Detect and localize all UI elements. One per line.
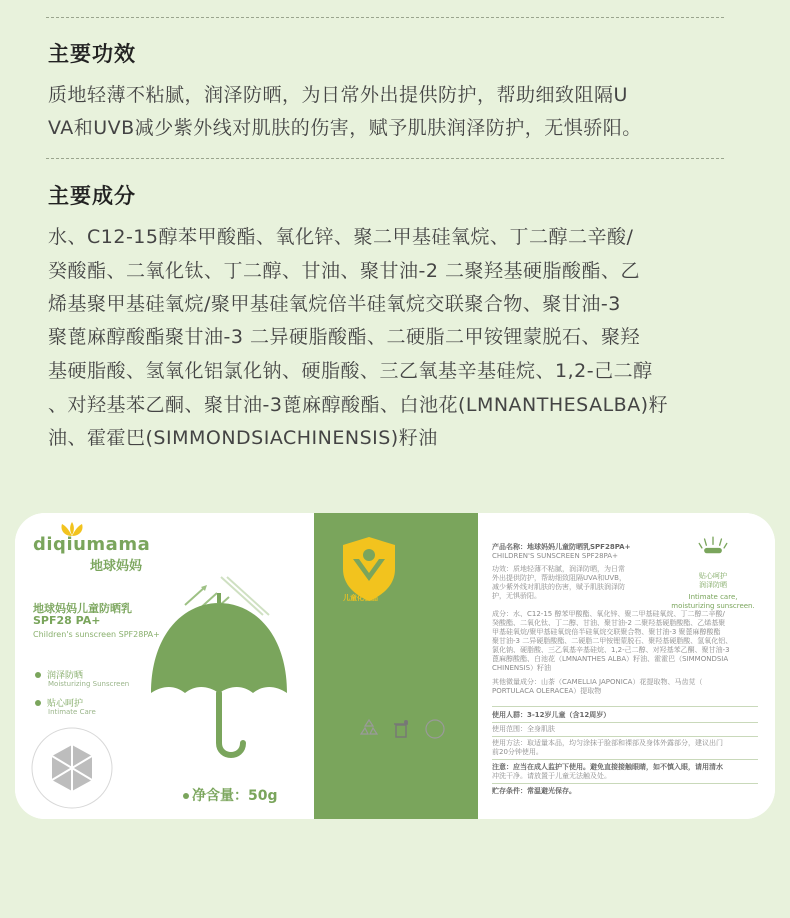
info-divider-5 [492, 783, 758, 784]
care-text-en-1: Intimate care, [688, 593, 738, 601]
umbrella-icon [143, 575, 293, 765]
feature-1: 润泽防晒 [35, 668, 83, 681]
info-notice-2: 冲洗干净。请放置于儿童无法触及处。 [492, 772, 611, 780]
effect-title: 主要功效 [48, 42, 136, 66]
bullet-icon [183, 793, 189, 799]
info-ingredients-7: CHINENSIS）籽油 [492, 664, 552, 672]
ingredients-line-3: 烯基聚甲基硅氧烷/聚甲基硅氧烷倍半硅氧烷交联聚合物、聚甘油-3 [48, 293, 621, 315]
recycle-qualified-badge [424, 718, 446, 740]
care-text-en-2: moisturizing sunscreen. [671, 602, 755, 610]
ingredients-line-5: 基硬脂酸、氢氧化铝氯化钠、硬脂酸、三乙氧基辛基硅烷、1,2-己二醇 [48, 360, 653, 382]
ingredients-line-6: 、对羟基苯乙酮、聚甘油-3蓖麻醇酸酯、白池花(LMNANTHESALBA)籽 [48, 394, 669, 416]
info-ingredients-6: 蓖麻醇酸酯、白池花（LMNANTHES ALBA）籽油、霍霍巴（SIMMONDSIA [492, 655, 729, 663]
product-name-en: Children's sunscreen SPF28PA+ [33, 630, 160, 639]
net-content: 净含量：50g [183, 785, 278, 805]
feature-2: 贴心呵护 [35, 696, 83, 709]
info-ingredients-4: 聚甘油-3 二异硬脂酸酯、二硬脂二甲铵锂蒙脱石、聚羟基硬脂酸、氢氧化铝、 [492, 637, 733, 645]
info-effect-3: 减少紫外线对肌肤的伤害，赋予肌肤润泽防 [492, 583, 625, 591]
info-usage-method-2: 前20分钟使用。 [492, 748, 543, 756]
effect-line-2: VA和UVB减少紫外线对肌肤的伤害，赋予肌肤润泽防护，无惧骄阳。 [48, 117, 642, 139]
brand-name-en: diqiumama [33, 534, 151, 555]
ingredients-title: 主要成分 [48, 184, 136, 208]
info-product-name: 产品名称：地球妈妈儿童防晒乳SPF28PA+ [492, 543, 631, 551]
info-divider-2 [492, 722, 758, 723]
info-ingredients-3: 甲基硅氧烷/聚甲基硅氧烷倍半硅氧烷交联聚合物、聚甘油-3 聚蓖麻醇酸酯 [492, 628, 721, 636]
feature-1-en: Moisturizing Sunscreen [48, 680, 130, 688]
product-spf: SPF28 PA+ [33, 614, 101, 627]
info-usage-scope: 使用范围：全身肌肤 [492, 725, 555, 733]
info-divider-4 [492, 759, 758, 760]
ingredients-line-1: 水、C12-15醇苯甲酸酯、氧化锌、聚二甲基硅氧烷、丁二醇二辛酸/ [48, 226, 634, 248]
care-text-cn-1: 贴心呵护 [699, 572, 727, 580]
bullet-icon [35, 672, 41, 678]
divider-top [46, 17, 724, 18]
info-divider-1 [492, 706, 758, 707]
ingredients-line-2: 癸酸酯、二氧化钛、丁二醇、甘油、聚甘油-2 二聚羟基硬脂酸酯、乙 [48, 260, 640, 282]
info-divider-3 [492, 736, 758, 737]
children-cosmetics-label: 儿童化妆品 [343, 594, 378, 602]
info-ingredients-5: 氯化钠、硬脂酸、三乙氧基辛基硅烷、1,2-己二醇、对羟基苯乙酮、聚甘油-3 [492, 646, 730, 654]
care-sunburst-icon [678, 531, 748, 571]
feature-2-en: Intimate Care [48, 708, 96, 716]
divider-mid [46, 158, 724, 159]
info-notice-1: 注意：应当在成人监护下使用。避免直接接触眼睛，如不慎入眼，请用清水 [492, 763, 723, 771]
label-front-panel [15, 513, 314, 819]
info-ingredients-2: 癸酸酯、二氧化钛、丁二醇、甘油、聚甘油-2 二聚羟基硬脂酸酯、乙烯基聚 [492, 619, 726, 627]
product-name-cn: 地球妈妈儿童防晒乳 [33, 602, 132, 615]
info-ingredients-1: 成分：水、C12-15 醇苯甲酸酯、氧化锌、聚二甲基硅氧烷、丁二醇二辛酸/ [492, 610, 725, 618]
info-product-name-en: CHILDREN'S SUNSCREEN SPF28PA+ [492, 552, 618, 560]
info-effect-2: 外出提供防护，帮助细致阻隔UVA和UVB， [492, 574, 626, 582]
effect-line-1: 质地轻薄不粘腻，润泽防晒，为日常外出提供防护，帮助细致阻隔U [48, 84, 628, 106]
bullet-icon [35, 700, 41, 706]
recycle-icon [358, 718, 380, 740]
info-usage-people: 使用人群：3-12岁儿童（含12周岁） [492, 711, 611, 719]
ingredients-line-7: 油、霍霍巴(SIMMONDSIACHINENSIS)籽油 [48, 427, 438, 449]
care-text-cn-2: 润泽防晒 [699, 581, 727, 589]
info-effect-1: 功效：质地轻薄不粘腻，润泽防晒，为日常 [492, 565, 625, 573]
info-usage-method-1: 使用方法：取适量本品，均匀涂抹于脸部和裸部及身体外露部分，建议出门 [492, 739, 723, 747]
info-ingredients-9: PORTULACA OLERACEA）提取物 [492, 687, 602, 695]
label-green-panel [314, 513, 478, 819]
brand-name-cn: 地球妈妈 [90, 559, 143, 574]
label-info-panel [478, 513, 775, 819]
info-ingredients-8: 其他微量成分：山茶（CAMELLIA JAPONICA）花提取物、马齿苋（ [492, 678, 703, 686]
ingredients-line-4: 聚蓖麻醇酸酯聚甘油-3 二异硬脂酸酯、二硬脂二甲铵锂蒙脱石、聚羟 [48, 326, 640, 348]
sun-protection-badge-icon [27, 723, 117, 813]
product-label [15, 513, 775, 819]
info-effect-4: 护，无惧骄阳。 [492, 592, 541, 600]
info-storage: 贮存条件：常温避光保存。 [492, 787, 576, 795]
trash-bin-icon [390, 718, 412, 740]
